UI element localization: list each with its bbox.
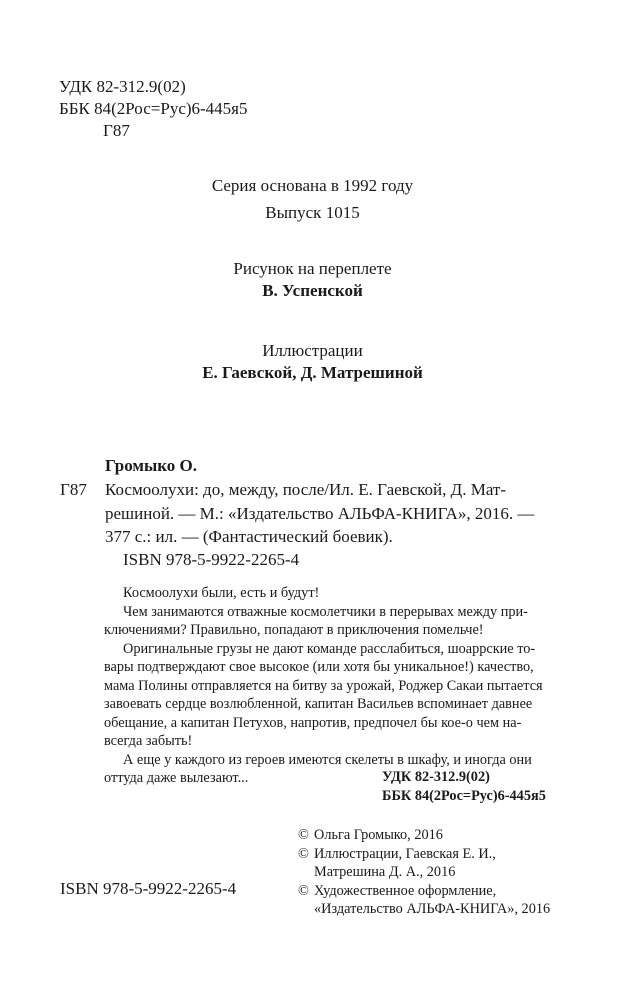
annotation-line: Космоолухи были, есть и будут! [123, 585, 320, 601]
illustrations-artists: Е. Гаевской, Д. Матрешиной [202, 363, 423, 382]
annotation-line: оттуда даже вылезают... [104, 770, 249, 786]
annotation-line: всегда забыть! [104, 733, 193, 749]
biblio-line: решиной. — М.: «Издательство АЛЬФА-КНИГА», 2016. — [105, 503, 535, 523]
annotation-line: ключениями? Правильно, попадают в приключения помельче! [104, 622, 484, 638]
cover-art-credit [0, 258, 625, 302]
annotation-line: завоевать сердце возлюбленной, капитан Васильев вспоминает давнее [104, 696, 533, 712]
biblio-line: 377 с.: ил. — (Фантастический боевик). [105, 527, 393, 546]
isbn-main: ISBN 978-5-9922-2265-4 [123, 550, 300, 569]
isbn-bottom: ISBN 978-5-9922-2265-4 [60, 879, 237, 898]
copyright-icon: © [298, 827, 309, 843]
annotation-line: А еще у каждого из героев имеются скелеты в шкафу, и иногда они [123, 751, 532, 768]
cover-art-label: Рисунок на переплете [233, 259, 392, 278]
bibliographic-description [105, 478, 575, 549]
copyright-design-cont: «Издательство АЛЬФА-КНИГА», 2016 [314, 901, 551, 917]
series-issue: Выпуск 1015 [265, 203, 360, 222]
annotation-line: Чем занимаются отважные космолетчики в перерывах между при- [123, 603, 528, 620]
bibliography-code: Г87 [60, 480, 87, 499]
cover-art-artist: В. Успенской [262, 281, 363, 300]
author-mark: Г87 [103, 121, 130, 140]
bbk-code: ББК 84(2Рос=Рус)6-445я5 [59, 99, 248, 118]
classification-bottom [382, 768, 546, 805]
classification-block [59, 76, 248, 142]
illustrations-label: Иллюстрации [262, 341, 363, 360]
annotation-line: обещание, а капитан Петухов, напротив, предпочел бы кое-о чем на- [104, 714, 522, 731]
udk-code: УДК 82-312.9(02) [59, 77, 186, 96]
annotation-line: Оригинальные грузы не дают команде расслабиться, шоаррские то- [123, 640, 536, 657]
annotation [104, 584, 574, 788]
book-author: Громыко О. [105, 456, 198, 475]
copyright-icon: © [298, 882, 309, 899]
series-founded: Серия основана в 1992 году [211, 176, 414, 195]
copyright-icon: © [298, 845, 309, 862]
biblio-line: Космоолухи: до, между, после/Ил. Е. Гаевской, Д. Мат- [105, 480, 507, 499]
annotation-line: вары подтверждают свое высокое (или хотя бы уникальное!) качество, [104, 659, 534, 675]
copyright-illustrations-cont: Матрешина Д. А., 2016 [314, 864, 456, 880]
illustrations-credit [0, 340, 625, 384]
copyright-block [298, 826, 550, 919]
bbk-code-bottom: ББК 84(2Рос=Рус)6-445я5 [382, 787, 546, 804]
copyright-illustrations: © Иллюстрации, Гаевская Е. И., [298, 845, 496, 862]
copyright-author: © Ольга Громыко, 2016 [298, 827, 443, 843]
udk-code-bottom: УДК 82-312.9(02) [382, 769, 490, 785]
annotation-line: мама Полины отправляется на битву за урожай, Роджер Сакаи пытается [104, 677, 543, 694]
copyright-design: © Художественное оформление, [298, 882, 497, 899]
